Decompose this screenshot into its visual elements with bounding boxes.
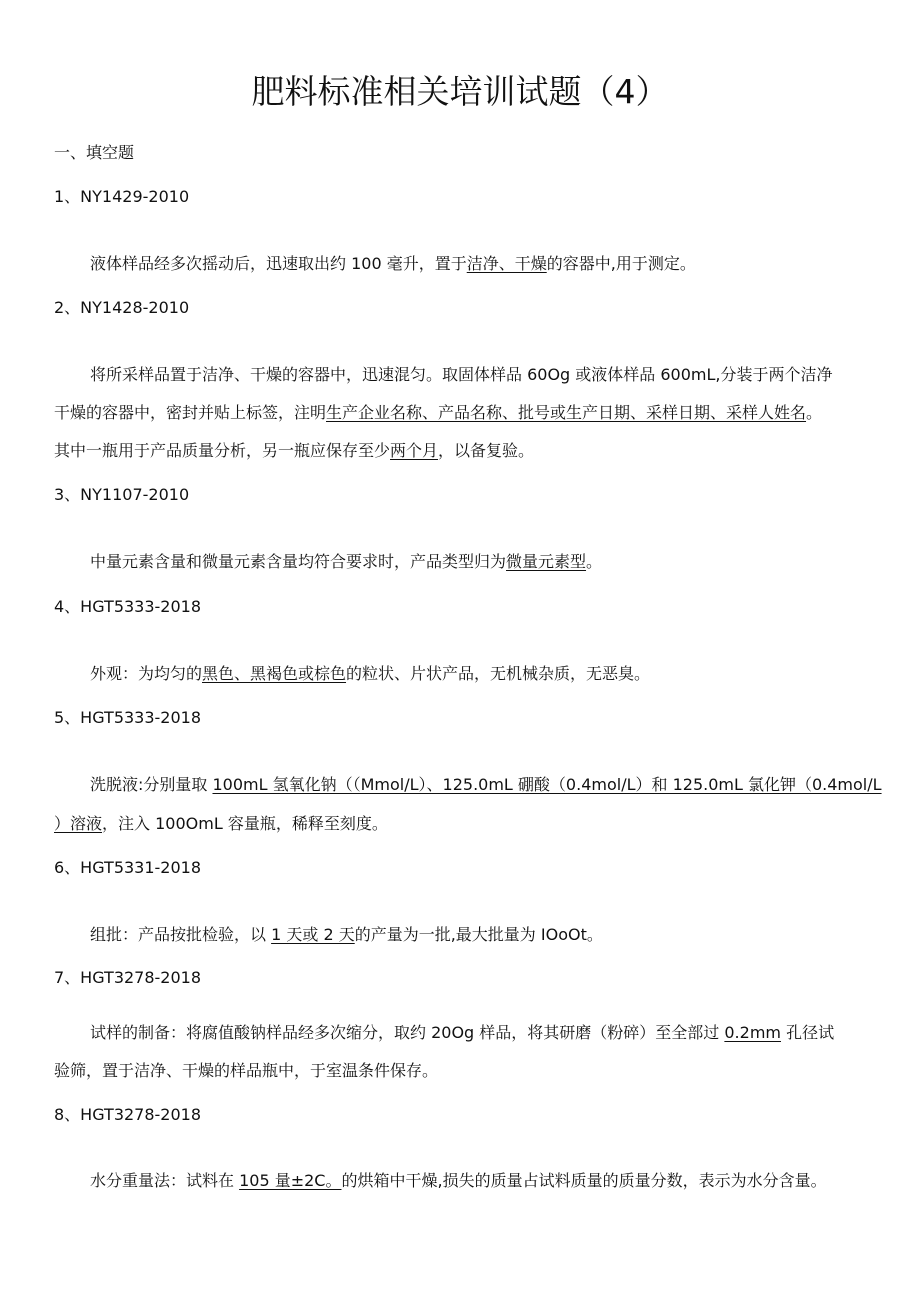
item-1-heading: 1、NY1429-2010 xyxy=(54,187,190,206)
item-3-heading: 3、NY1107-2010 xyxy=(54,485,190,504)
item-6-line-1: 组批：产品按批检验，以 1 天或 2 天的产量为一批,最大批量为 IOoOt。 xyxy=(90,925,603,944)
item-2-line-1: 将所采样品置于洁净、干燥的容器中，迅速混匀。取固体样品 60Og 或液体样品 600mL,分装于两个洁净 xyxy=(90,365,833,384)
answer-blank: 生产企业名称、产品名称、批号或生产日期、采样日期、采样人姓名 xyxy=(326,403,807,422)
item-5-heading: 5、HGT5333-2018 xyxy=(54,708,202,727)
answer-blank: 105 量±2C。 xyxy=(239,1171,342,1190)
item-1-line-1: 液体样品经多次摇动后，迅速取出约 100 毫升，置于洁净、干燥的容器中,用于测定。 xyxy=(90,254,696,273)
item-2-heading: 2、NY1428-2010 xyxy=(54,298,190,317)
item-7-heading: 7、HGT3278-2018 xyxy=(54,968,202,987)
item-8-heading: 8、HGT3278-2018 xyxy=(54,1105,202,1124)
answer-blank: 两个月 xyxy=(390,441,439,460)
item-4-line-1: 外观：为均匀的黑色、黑褐色或棕色的粒状、片状产品，无机械杂质，无恶臭。 xyxy=(90,664,651,683)
item-2-line-2: 干燥的容器中，密封并贴上标签，注明生产企业名称、产品名称、批号或生产日期、采样日期、采样人姓名。 xyxy=(54,403,823,422)
answer-blank: 1 天或 2 天 xyxy=(271,925,355,944)
item-3-line-1: 中量元素含量和微量元素含量均符合要求时，产品类型归为微量元素型。 xyxy=(90,552,603,571)
answer-blank: 0.2mm xyxy=(724,1023,781,1042)
item-7-line-2: 验筛，置于洁净、干燥的样品瓶中，于室温条件保存。 xyxy=(54,1061,439,1080)
item-6-heading: 6、HGT5331-2018 xyxy=(54,858,202,877)
answer-blank: 洁净、干燥 xyxy=(466,254,547,273)
item-8-line-1: 水分重量法：试料在 105 量±2C。的烘箱中干燥,损失的质量占试料质量的质量分数，表示为水分含量。 xyxy=(90,1171,827,1190)
item-7-line-1: 试样的制备：将腐值酸钠样品经多次缩分，取约 20Og 样品，将其研磨（粉碎）至全部过 0.2mm 孔径试 xyxy=(90,1023,835,1042)
section-heading: 一、填空题 xyxy=(54,143,135,162)
item-2-line-3: 其中一瓶用于产品质量分析，另一瓶应保存至少两个月，以备复验。 xyxy=(54,441,535,460)
item-5-line-1: 洗脱液:分别量取 100mL 氢氧化钠（（Mmol/L）、125.0mL 硼酸（0.4mol∕L）和 125.0mL 氯化钾（0.4mol∕L xyxy=(90,775,882,794)
answer-blank: 100mL 氢氧化钠（（Mmol/L）、125.0mL 硼酸（0.4mol∕L）和 125.0mL 氯化钾（0.4mol∕L xyxy=(212,775,882,794)
answer-blank: ）溶液 xyxy=(54,814,103,833)
item-5-line-2: ）溶液，注入 100OmL 容量瓶，稀释至刻度。 xyxy=(54,814,388,833)
answer-blank: 微量元素型 xyxy=(506,552,587,571)
page-title: 肥料标准相关培训试题（4） xyxy=(251,72,669,111)
item-4-heading: 4、HGT5333-2018 xyxy=(54,597,202,616)
answer-blank: 黑色、黑褐色或棕色 xyxy=(202,664,347,683)
